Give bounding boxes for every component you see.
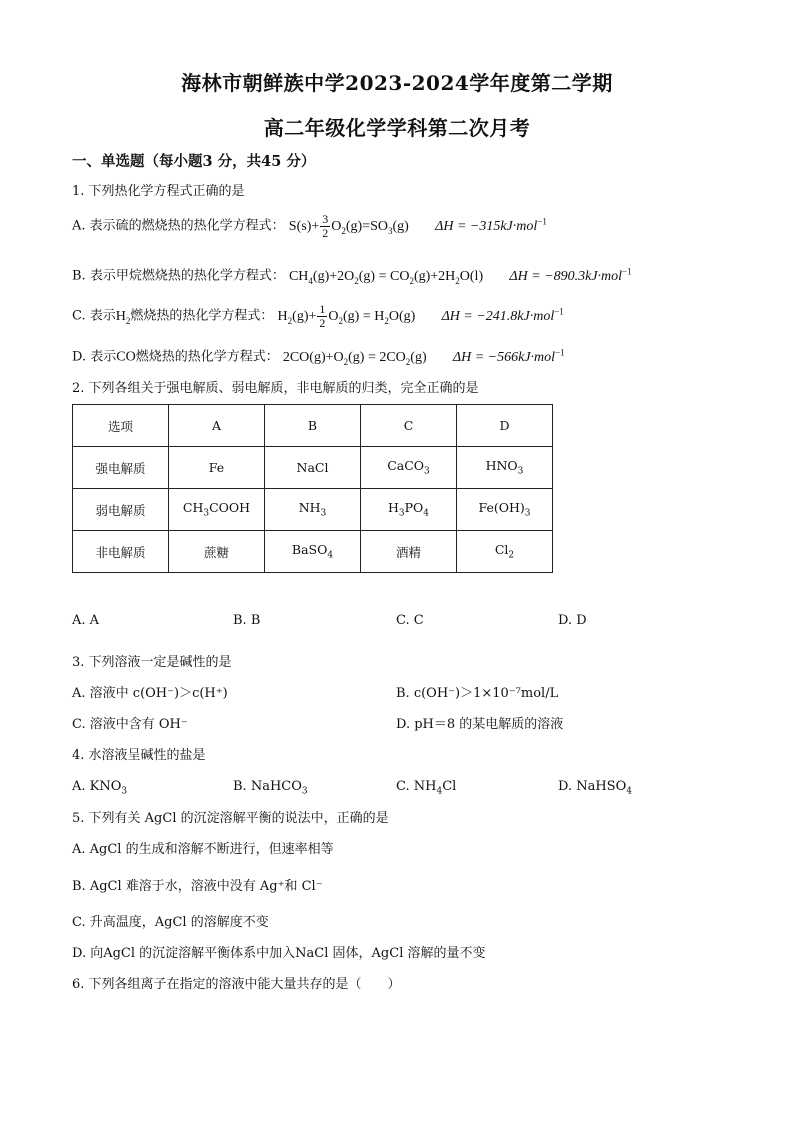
exam-subtitle: 高二年级化学学科第二次月考	[263, 116, 531, 140]
option-c-label-2: 燃烧热的热化学方程式：	[130, 308, 274, 324]
table-cell: $Cl_2$	[457, 531, 553, 573]
question-6-stem: 6. 下列各组离子在指定的溶液中能大量共存的是（ ）	[72, 977, 401, 992]
question-3-option-c: C. 溶液中含有 OH⁻	[72, 717, 188, 732]
question-2-option-a: A. A	[72, 613, 100, 628]
question-4-option-c: C. $NH_4Cl$	[396, 779, 457, 797]
equation-b: $CH_4(g)+2O_2(g) = CO_2(g)+2H_2O(l)$	[288, 268, 484, 286]
question-2-option-b: B. B	[233, 613, 261, 628]
question-2-stem: 2. 下列各组关于强电解质、弱电解质，非电解质的归类，完全正确的是	[72, 381, 479, 396]
table-cell: Fe	[169, 447, 265, 489]
table-row	[73, 489, 553, 531]
equation-c: $H_2(g)+$ $\frac{1}{2}$ $O_2(g) = H_2O(g)$	[277, 301, 416, 330]
question-4-stem: 4. 水溶液呈碱性的盐是	[72, 748, 206, 763]
question-5-option-d: D. 向AgCl 的沉淀溶解平衡体系中加入NaCl 固体，AgCl 溶解的量不变	[72, 946, 486, 961]
option-d-label-2: 燃烧热的热化学方程式：	[135, 349, 279, 365]
table-cell: $Fe(OH)_3$	[457, 489, 553, 531]
table-cell: BaSO$_4$	[265, 531, 361, 573]
row-label: 弱电解质	[73, 489, 169, 531]
equation-d: $2CO(g)+O_2(g) = 2CO_2(g)$	[282, 349, 427, 367]
table-header-row	[73, 405, 553, 447]
table-cell: CaCO$_3$	[361, 447, 457, 489]
question-1-option-b	[72, 262, 632, 289]
table-header-cell: D	[457, 405, 553, 447]
question-5-stem: 5. 下列有关 AgCl 的沉淀溶解平衡的说法中，正确的是	[72, 811, 389, 826]
table-header-cell: C	[361, 405, 457, 447]
option-a-label: A. 表示硫的燃烧热的热化学方程式：	[72, 218, 285, 234]
enthalpy-c: ΔH = −241.8kJ·mol$^{-1}$	[441, 306, 564, 324]
table-cell: $NH_3$	[265, 489, 361, 531]
exam-title: 海林市朝鲜族中学2023-2024学年度第二学期	[181, 71, 613, 95]
table-cell: $HNO_3$	[457, 447, 553, 489]
question-5-option-a: A. AgCl 的生成和溶解不断进行，但速率相等	[72, 842, 334, 857]
table-row	[73, 447, 553, 489]
classification-table	[72, 404, 553, 573]
question-3-option-b: B. c(OH⁻)＞1×10⁻⁷mol/L	[396, 686, 559, 701]
option-c-label: C. 表示	[72, 308, 116, 324]
question-3-stem: 3. 下列溶液一定是碱性的是	[72, 655, 232, 670]
table-cell: $CH_3COOH$	[169, 489, 265, 531]
table-header-cell: 选项	[73, 405, 169, 447]
section-heading: 一、单选题（每小题3 分，共45 分）	[72, 153, 316, 170]
question-1-option-d: D. 表示CO燃烧热的热化学方程式： $2CO(g)+O_2(g) = 2CO_2(g) \Delta H = -566kJ\cdot mol^{-1}$	[72, 347, 565, 367]
enthalpy-d: ΔH = −566kJ·mol$^{-1}$	[452, 347, 565, 365]
question-3-option-a: A. 溶液中 c(OH⁻)＞c(H⁺)	[72, 686, 228, 701]
question-1-option-a	[72, 212, 547, 240]
question-4-option-a: A. $KNO_3$	[72, 779, 128, 797]
row-label: 强电解质	[73, 447, 169, 489]
table-cell: $H_3PO_4$	[361, 489, 457, 531]
table-header-cell: B	[265, 405, 361, 447]
question-1-option-c: C. 表示$H_2$燃烧热的热化学方程式： $H_2(g)+$ $\frac{1}{2}$ $O_2(g) = H_2O(g) \Delta H = -241.8kJ\cdot mol^{-1}$	[72, 301, 564, 330]
enthalpy-a: ΔH = −315kJ·mol$^{-1}$	[435, 216, 547, 234]
question-3-option-d: D. pH＝8 的某电解质的溶液	[396, 717, 564, 732]
option-d-label: D. 表示	[72, 349, 117, 365]
option-b-label: B. 表示甲烷燃烧热的热化学方程式：	[72, 268, 285, 284]
table-cell: 酒精	[361, 531, 457, 573]
question-5-option-b: B. AgCl 难溶于水，溶液中没有 Ag⁺和 Cl⁻	[72, 879, 323, 894]
table-cell: 蔗糖	[169, 531, 265, 573]
question-4-option-b: B. NaHCO$_3$	[233, 779, 308, 797]
question-2-option-d: D. D	[558, 613, 587, 628]
equation-a: S(s)+ $\frac{3}{2}$ $O_2(g)=SO_3(g)$	[288, 211, 409, 240]
table-cell: NaCl	[265, 447, 361, 489]
table-row	[73, 531, 553, 573]
table-header-cell: A	[169, 405, 265, 447]
row-label: 非电解质	[73, 531, 169, 573]
question-4-option-d: D. NaHSO$_4$	[558, 779, 632, 797]
question-2-option-c: C. C	[396, 613, 424, 628]
question-1-stem: 1. 下列热化学方程式正确的是	[72, 184, 245, 199]
question-5-option-c: C. 升高温度，AgCl 的溶解度不变	[72, 915, 269, 930]
enthalpy-b: ΔH = −890.3kJ·mol$^{-1}$	[509, 266, 632, 284]
